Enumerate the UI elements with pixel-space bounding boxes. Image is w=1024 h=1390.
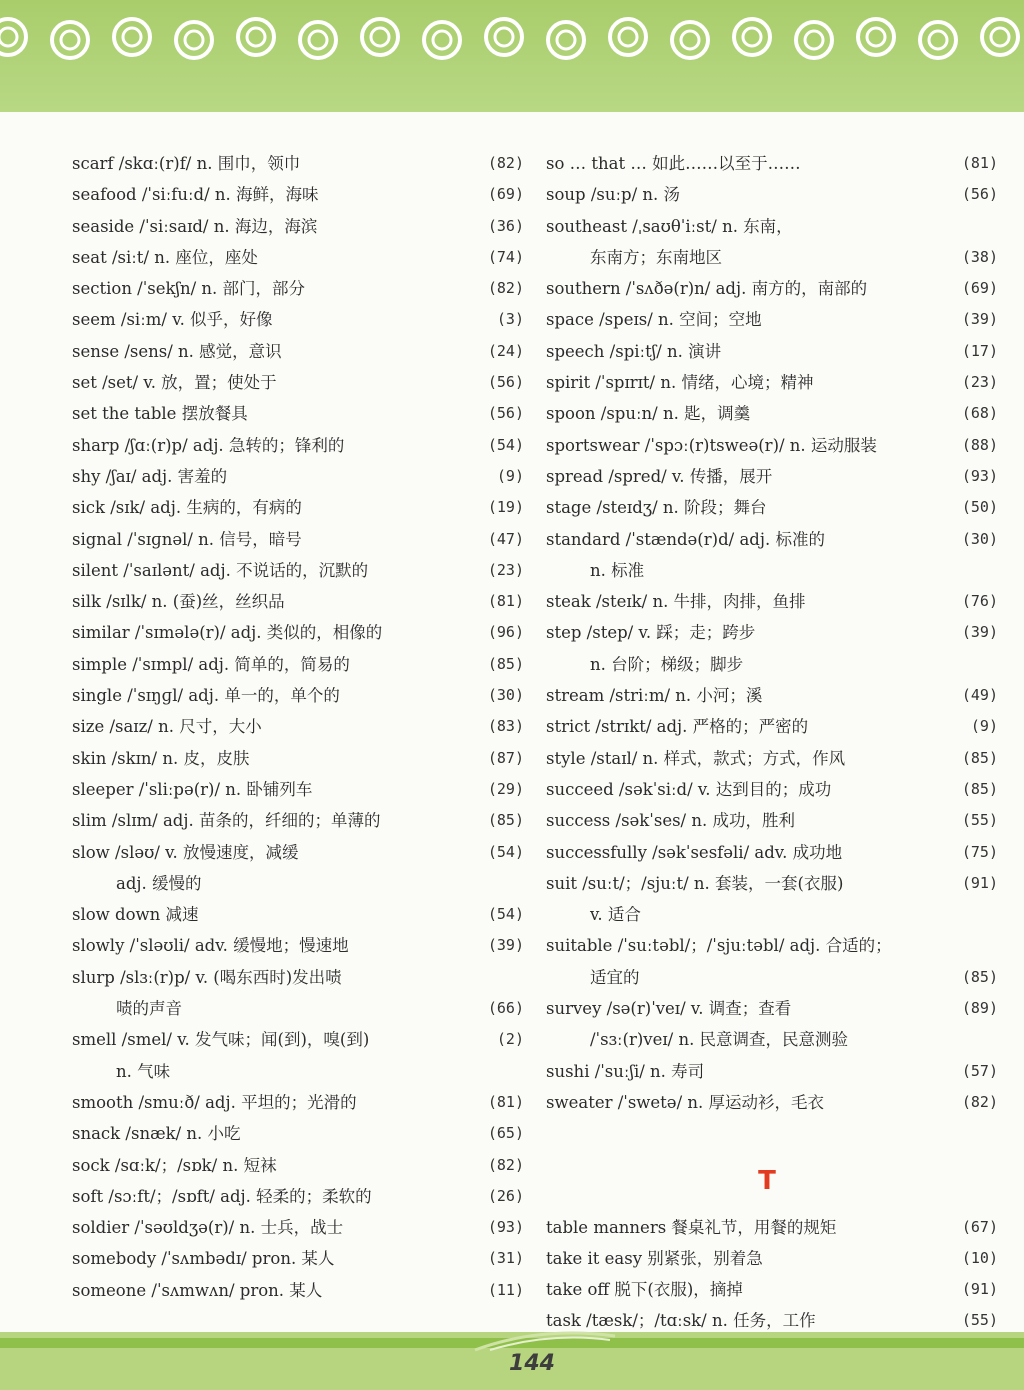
right-column xyxy=(546,148,998,1337)
entry-text: 东南方；东南地区 xyxy=(590,247,722,267)
entry-row xyxy=(546,211,998,242)
decorative-rings xyxy=(0,14,1024,74)
entry-text: slurp /slɜː(r)p/ v. (喝东西时)发出啧 xyxy=(72,967,342,987)
ring-inner-icon xyxy=(247,28,265,46)
entry-row xyxy=(72,1181,524,1212)
entry-text: task /tæsk/；/tɑːsk/ n. 任务，工作 xyxy=(546,1311,816,1331)
ring-icon xyxy=(858,19,894,55)
ring-icon xyxy=(176,22,212,58)
entry-row xyxy=(546,711,998,742)
entry-text: sportswear /ˈspɔː(r)tsweə(r)/ n. 运动服装 xyxy=(546,435,877,455)
entry-text: strict /strɪkt/ adj. 严格的；严密的 xyxy=(546,717,809,737)
entry-text: style /staɪl/ n. 样式，款式；方式，作风 xyxy=(546,748,846,768)
entry-text: set /set/ v. 放，置；使处于 xyxy=(72,373,277,393)
entry-text: take it easy 别紧张，别着急 xyxy=(546,1248,763,1268)
ring-icon xyxy=(548,22,584,58)
ring-inner-icon xyxy=(681,31,699,49)
entry-row xyxy=(72,617,524,648)
entry-text: 啧的声音 xyxy=(116,999,182,1019)
section-letter: T xyxy=(758,1165,776,1196)
entry-text: seat /siːt/ n. 座位，座处 xyxy=(72,247,258,267)
entry-text: sweater /ˈswetə/ n. 厚运动衫，毛衣 xyxy=(546,1092,824,1112)
entry-row xyxy=(72,586,524,617)
entry-row xyxy=(72,680,524,711)
entry-text: standard /ˈstændə(r)d/ adj. 标准的 xyxy=(546,529,825,549)
entry-row xyxy=(546,837,998,868)
entry-row xyxy=(72,211,524,242)
entry-text: steak /steɪk/ n. 牛排，肉排，鱼排 xyxy=(546,592,806,612)
entry-row xyxy=(546,1087,998,1118)
entry-row xyxy=(546,273,998,304)
entry-text: soldier /ˈsəʊldʒə(r)/ n. 士兵，战士 xyxy=(72,1218,344,1238)
entry-page-ref: (39) xyxy=(487,936,524,955)
entry-text: spoon /spuːn/ n. 匙，调羹 xyxy=(546,404,751,424)
ring-icon xyxy=(300,22,336,58)
entry-text: seaside /ˈsiːsaɪd/ n. 海边，海滨 xyxy=(72,216,318,236)
entry-page-ref: (74) xyxy=(487,247,524,266)
entry-text: adj. 缓慢的 xyxy=(116,873,202,893)
entry-row xyxy=(546,492,998,523)
entry-page-ref: (39) xyxy=(961,310,998,329)
entry-row xyxy=(546,148,998,179)
entry-row xyxy=(546,680,998,711)
entry-page-ref: (55) xyxy=(961,1311,998,1330)
entry-text: skin /skɪn/ n. 皮，皮肤 xyxy=(72,748,250,768)
entry-page-ref: (31) xyxy=(487,1249,524,1268)
ring-icon xyxy=(796,22,832,58)
entry-row xyxy=(72,1275,524,1306)
ring-inner-icon xyxy=(991,28,1009,46)
entry-text: sense /sens/ n. 感觉，意识 xyxy=(72,341,282,361)
entry-row xyxy=(72,273,524,304)
entry-text: snack /snæk/ n. 小吃 xyxy=(72,1124,241,1144)
entry-row xyxy=(72,555,524,586)
entry-page-ref: (85) xyxy=(487,654,524,673)
entry-continuation xyxy=(546,555,998,586)
entry-row xyxy=(546,179,998,210)
entry-page-ref: (67) xyxy=(961,1217,998,1236)
ring-inner-icon xyxy=(805,31,823,49)
entry-row xyxy=(546,586,998,617)
entry-continuation xyxy=(72,1056,524,1087)
entry-row xyxy=(546,430,998,461)
entry-row xyxy=(546,367,998,398)
entry-row xyxy=(546,1056,998,1087)
entry-row xyxy=(72,1243,524,1274)
entry-page-ref: (2) xyxy=(496,1030,524,1049)
entry-text: speech /spiːtʃ/ n. 演讲 xyxy=(546,341,722,361)
ring-icon xyxy=(920,22,956,58)
entry-text: stream /striːm/ n. 小河；溪 xyxy=(546,686,763,706)
entry-row xyxy=(546,743,998,774)
entry-row xyxy=(546,1274,998,1305)
entry-page-ref: (30) xyxy=(961,529,998,548)
entry-text: seafood /ˈsiːfuːd/ n. 海鲜，海味 xyxy=(72,185,319,205)
entry-text: section /ˈsekʃn/ n. 部门，部分 xyxy=(72,279,306,299)
entry-page-ref: (56) xyxy=(961,185,998,204)
entry-page-ref: (82) xyxy=(487,154,524,172)
ring-inner-icon xyxy=(61,31,79,49)
entry-text: v. 适合 xyxy=(590,905,641,925)
entry-text: similar /ˈsɪmələ(r)/ adj. 类似的，相像的 xyxy=(72,623,383,643)
entry-row xyxy=(72,304,524,335)
entry-row xyxy=(72,430,524,461)
entry-text: single /ˈsɪŋɡl/ adj. 单一的，单个的 xyxy=(72,686,340,706)
entry-page-ref: (68) xyxy=(961,404,998,423)
entry-page-ref: (65) xyxy=(487,1124,524,1143)
entry-row xyxy=(72,711,524,742)
ring-icon xyxy=(362,19,398,55)
entry-text: sharp /ʃɑː(r)p/ adj. 急转的；锋利的 xyxy=(72,435,345,455)
entry-continuation xyxy=(72,993,524,1024)
entry-row xyxy=(72,1118,524,1149)
ring-inner-icon xyxy=(371,28,389,46)
entry-text: set the table 摆放餐具 xyxy=(72,404,248,424)
ring-icon xyxy=(486,19,522,55)
entry-page-ref: (93) xyxy=(487,1218,524,1237)
entry-page-ref: (36) xyxy=(487,216,524,235)
entry-continuation xyxy=(546,1024,998,1055)
left-column xyxy=(72,148,524,1306)
entry-row xyxy=(546,398,998,429)
entry-page-ref: (93) xyxy=(961,466,998,485)
entry-text: 适宜的 xyxy=(590,967,640,987)
ring-inner-icon xyxy=(619,28,637,46)
entry-page-ref: (19) xyxy=(487,498,524,517)
entry-continuation xyxy=(546,242,998,273)
entry-text: space /speɪs/ n. 空间；空地 xyxy=(546,310,762,330)
entry-page-ref: (85) xyxy=(961,779,998,798)
entry-text: success /səkˈses/ n. 成功，胜利 xyxy=(546,811,795,831)
entry-page-ref: (54) xyxy=(487,435,524,454)
ring-icon xyxy=(0,19,26,55)
entry-row xyxy=(72,524,524,555)
ring-icon xyxy=(52,22,88,58)
entry-page-ref: (50) xyxy=(961,498,998,517)
entry-text: slim /slɪm/ adj. 苗条的，纤细的；单薄的 xyxy=(72,811,381,831)
entry-page-ref: (55) xyxy=(961,811,998,830)
entry-page-ref: (83) xyxy=(487,717,524,736)
entry-row xyxy=(72,774,524,805)
entry-text: simple /ˈsɪmpl/ adj. 简单的，简易的 xyxy=(72,654,350,674)
entry-row xyxy=(546,1243,998,1274)
entry-page-ref: (96) xyxy=(487,623,524,642)
entry-row xyxy=(546,930,998,961)
entry-row xyxy=(546,1212,998,1243)
entry-row xyxy=(72,1150,524,1181)
entry-page-ref: (29) xyxy=(487,779,524,798)
entry-page-ref: (56) xyxy=(487,373,524,392)
entry-page-ref: (23) xyxy=(961,373,998,392)
entry-text: successfully /səkˈsesfəli/ adv. 成功地 xyxy=(546,842,843,862)
ring-inner-icon xyxy=(309,31,327,49)
entry-text: sick /sɪk/ adj. 生病的，有病的 xyxy=(72,498,302,518)
entry-row xyxy=(546,524,998,555)
ring-inner-icon xyxy=(0,28,17,46)
entry-text: sleeper /ˈsliːpə(r)/ n. 卧铺列车 xyxy=(72,779,313,799)
entry-row xyxy=(72,336,524,367)
entry-page-ref: (69) xyxy=(487,185,524,204)
entry-text: suit /suːt/；/sjuːt/ n. 套装，一套(衣服) xyxy=(546,873,844,893)
entry-page-ref: (85) xyxy=(961,748,998,767)
entry-page-ref: (49) xyxy=(961,686,998,705)
entry-row xyxy=(546,461,998,492)
entry-page-ref: (89) xyxy=(961,999,998,1018)
entry-page-ref: (47) xyxy=(487,529,524,548)
entry-text: scarf /skɑː(r)f/ n. 围巾，领巾 xyxy=(72,154,301,173)
entry-page-ref: (9) xyxy=(496,466,524,485)
entry-page-ref: (66) xyxy=(487,999,524,1018)
ring-inner-icon xyxy=(743,28,761,46)
entry-text: slow down 减速 xyxy=(72,905,199,925)
entry-text: someone /ˈsʌmwʌn/ pron. 某人 xyxy=(72,1280,323,1300)
entry-page-ref: (76) xyxy=(961,592,998,611)
entry-page-ref: (91) xyxy=(961,1280,998,1299)
entry-page-ref: (9) xyxy=(970,717,998,736)
ring-icon xyxy=(238,19,274,55)
entry-text: smell /smel/ v. 发气味；闻(到)，嗅(到) xyxy=(72,1030,370,1050)
entry-page-ref: (82) xyxy=(961,1092,998,1111)
entry-page-ref: (88) xyxy=(961,435,998,454)
entry-text: /ˈsɜː(r)veɪ/ n. 民意调查，民意测验 xyxy=(590,1030,849,1050)
page-number: 144 xyxy=(509,1351,555,1376)
entry-row xyxy=(72,1212,524,1243)
entry-page-ref: (11) xyxy=(487,1280,524,1299)
entry-text: table manners 餐桌礼节，用餐的规矩 xyxy=(546,1217,837,1237)
entry-text: stage /steɪdʒ/ n. 阶段；舞台 xyxy=(546,498,767,518)
entry-row xyxy=(72,1024,524,1055)
entry-text: southern /ˈsʌðə(r)n/ adj. 南方的，南部的 xyxy=(546,279,868,299)
entry-continuation xyxy=(72,868,524,899)
entry-row xyxy=(72,1087,524,1118)
entry-row xyxy=(72,743,524,774)
entry-page-ref: (23) xyxy=(487,560,524,579)
entry-text: take off 脱下(衣服)，摘掉 xyxy=(546,1280,743,1300)
entry-text: slowly /ˈsləʊli/ adv. 缓慢地；慢速地 xyxy=(72,936,349,956)
entry-row xyxy=(546,304,998,335)
entry-text: shy /ʃaɪ/ adj. 害羞的 xyxy=(72,466,228,486)
entry-row xyxy=(72,930,524,961)
ring-inner-icon xyxy=(495,28,513,46)
entry-text: so … that … 如此……以至于…… xyxy=(546,154,801,173)
ring-icon xyxy=(734,19,770,55)
entry-page-ref: (17) xyxy=(961,341,998,360)
entry-page-ref: (54) xyxy=(487,842,524,861)
entry-text: smooth /smuːð/ adj. 平坦的；光滑的 xyxy=(72,1092,357,1112)
entry-page-ref: (85) xyxy=(487,811,524,830)
entry-page-ref: (81) xyxy=(961,154,998,172)
entry-row xyxy=(546,805,998,836)
entry-text: slow /sləʊ/ v. 放慢速度，减缓 xyxy=(72,842,299,862)
entry-page-ref: (82) xyxy=(487,1155,524,1174)
entry-text: seem /siːm/ v. 似乎，好像 xyxy=(72,310,273,330)
entry-page-ref: (54) xyxy=(487,905,524,924)
ring-inner-icon xyxy=(929,31,947,49)
entry-text: somebody /ˈsʌmbədɪ/ pron. 某人 xyxy=(72,1249,335,1269)
entry-page-ref: (24) xyxy=(487,341,524,360)
entry-row xyxy=(546,993,998,1024)
ring-inner-icon xyxy=(433,31,451,49)
entry-text: silk /sɪlk/ n. (蚕)丝，丝织品 xyxy=(72,592,285,612)
entry-row xyxy=(72,805,524,836)
entry-continuation xyxy=(546,962,998,993)
entry-page-ref: (56) xyxy=(487,404,524,423)
entry-text: step /step/ v. 踩；走；跨步 xyxy=(546,623,756,643)
ring-inner-icon xyxy=(123,28,141,46)
entry-text: soup /suːp/ n. 汤 xyxy=(546,185,681,205)
entry-row xyxy=(546,868,998,899)
entry-text: soft /sɔːft/；/sɒft/ adj. 轻柔的；柔软的 xyxy=(72,1186,372,1206)
entry-row xyxy=(72,367,524,398)
entry-text: suitable /ˈsuːtəbl/；/ˈsjuːtəbl/ adj. 合适的； xyxy=(546,936,892,956)
ring-icon xyxy=(672,22,708,58)
ring-icon xyxy=(114,19,150,55)
entry-page-ref: (26) xyxy=(487,1186,524,1205)
entry-row xyxy=(546,774,998,805)
entry-page-ref: (81) xyxy=(487,592,524,611)
entry-text: southeast /ˌsaʊθˈiːst/ n. 东南， xyxy=(546,216,793,236)
ring-inner-icon xyxy=(867,28,885,46)
ring-icon xyxy=(610,19,646,55)
entry-row xyxy=(72,148,524,179)
entry-page-ref: (82) xyxy=(487,279,524,298)
entry-page-ref: (81) xyxy=(487,1092,524,1111)
entry-page-ref: (38) xyxy=(961,247,998,266)
entry-text: spread /spred/ v. 传播，展开 xyxy=(546,466,773,486)
entry-text: n. 标准 xyxy=(590,560,645,580)
entry-text: n. 气味 xyxy=(116,1061,171,1081)
entry-continuation xyxy=(546,899,998,930)
ring-icon xyxy=(424,22,460,58)
entry-page-ref: (69) xyxy=(961,279,998,298)
entry-text: sushi /ˈsuːʃi/ n. 寿司 xyxy=(546,1061,705,1081)
entry-text: survey /sə(r)ˈveɪ/ v. 调查；查看 xyxy=(546,999,792,1019)
entry-text: succeed /səkˈsiːd/ v. 达到目的；成功 xyxy=(546,779,832,799)
entry-text: spirit /ˈspɪrɪt/ n. 情绪，心境；精神 xyxy=(546,373,814,393)
entry-page-ref: (3) xyxy=(496,310,524,329)
entry-page-ref: (87) xyxy=(487,748,524,767)
entry-page-ref: (39) xyxy=(961,623,998,642)
entry-text: silent /ˈsaɪlənt/ adj. 不说话的，沉默的 xyxy=(72,560,369,580)
ring-icon xyxy=(982,19,1018,55)
entry-page-ref: (10) xyxy=(961,1248,998,1267)
entry-row xyxy=(72,837,524,868)
entry-row xyxy=(546,1118,998,1149)
entry-text: size /saɪz/ n. 尺寸，大小 xyxy=(72,717,262,737)
entry-row xyxy=(72,899,524,930)
entry-row xyxy=(546,617,998,648)
entry-text: n. 台阶；梯级；脚步 xyxy=(590,654,744,674)
entry-text: sock /sɑːk/；/sɒk/ n. 短袜 xyxy=(72,1155,277,1175)
ring-inner-icon xyxy=(185,31,203,49)
entry-page-ref: (75) xyxy=(961,842,998,861)
ring-inner-icon xyxy=(557,31,575,49)
entry-row xyxy=(72,962,524,993)
entry-page-ref: (91) xyxy=(961,873,998,892)
entry-page-ref: (57) xyxy=(961,1061,998,1080)
entry-page-ref: (30) xyxy=(487,686,524,705)
entry-row xyxy=(72,649,524,680)
entry-page-ref: (85) xyxy=(961,967,998,986)
entry-row xyxy=(72,461,524,492)
entry-row xyxy=(72,179,524,210)
entry-row xyxy=(72,398,524,429)
entry-row xyxy=(72,492,524,523)
entry-row xyxy=(546,336,998,367)
entry-continuation xyxy=(546,649,998,680)
entry-text: signal /ˈsɪɡnəl/ n. 信号，暗号 xyxy=(72,529,302,549)
entry-row xyxy=(72,242,524,273)
